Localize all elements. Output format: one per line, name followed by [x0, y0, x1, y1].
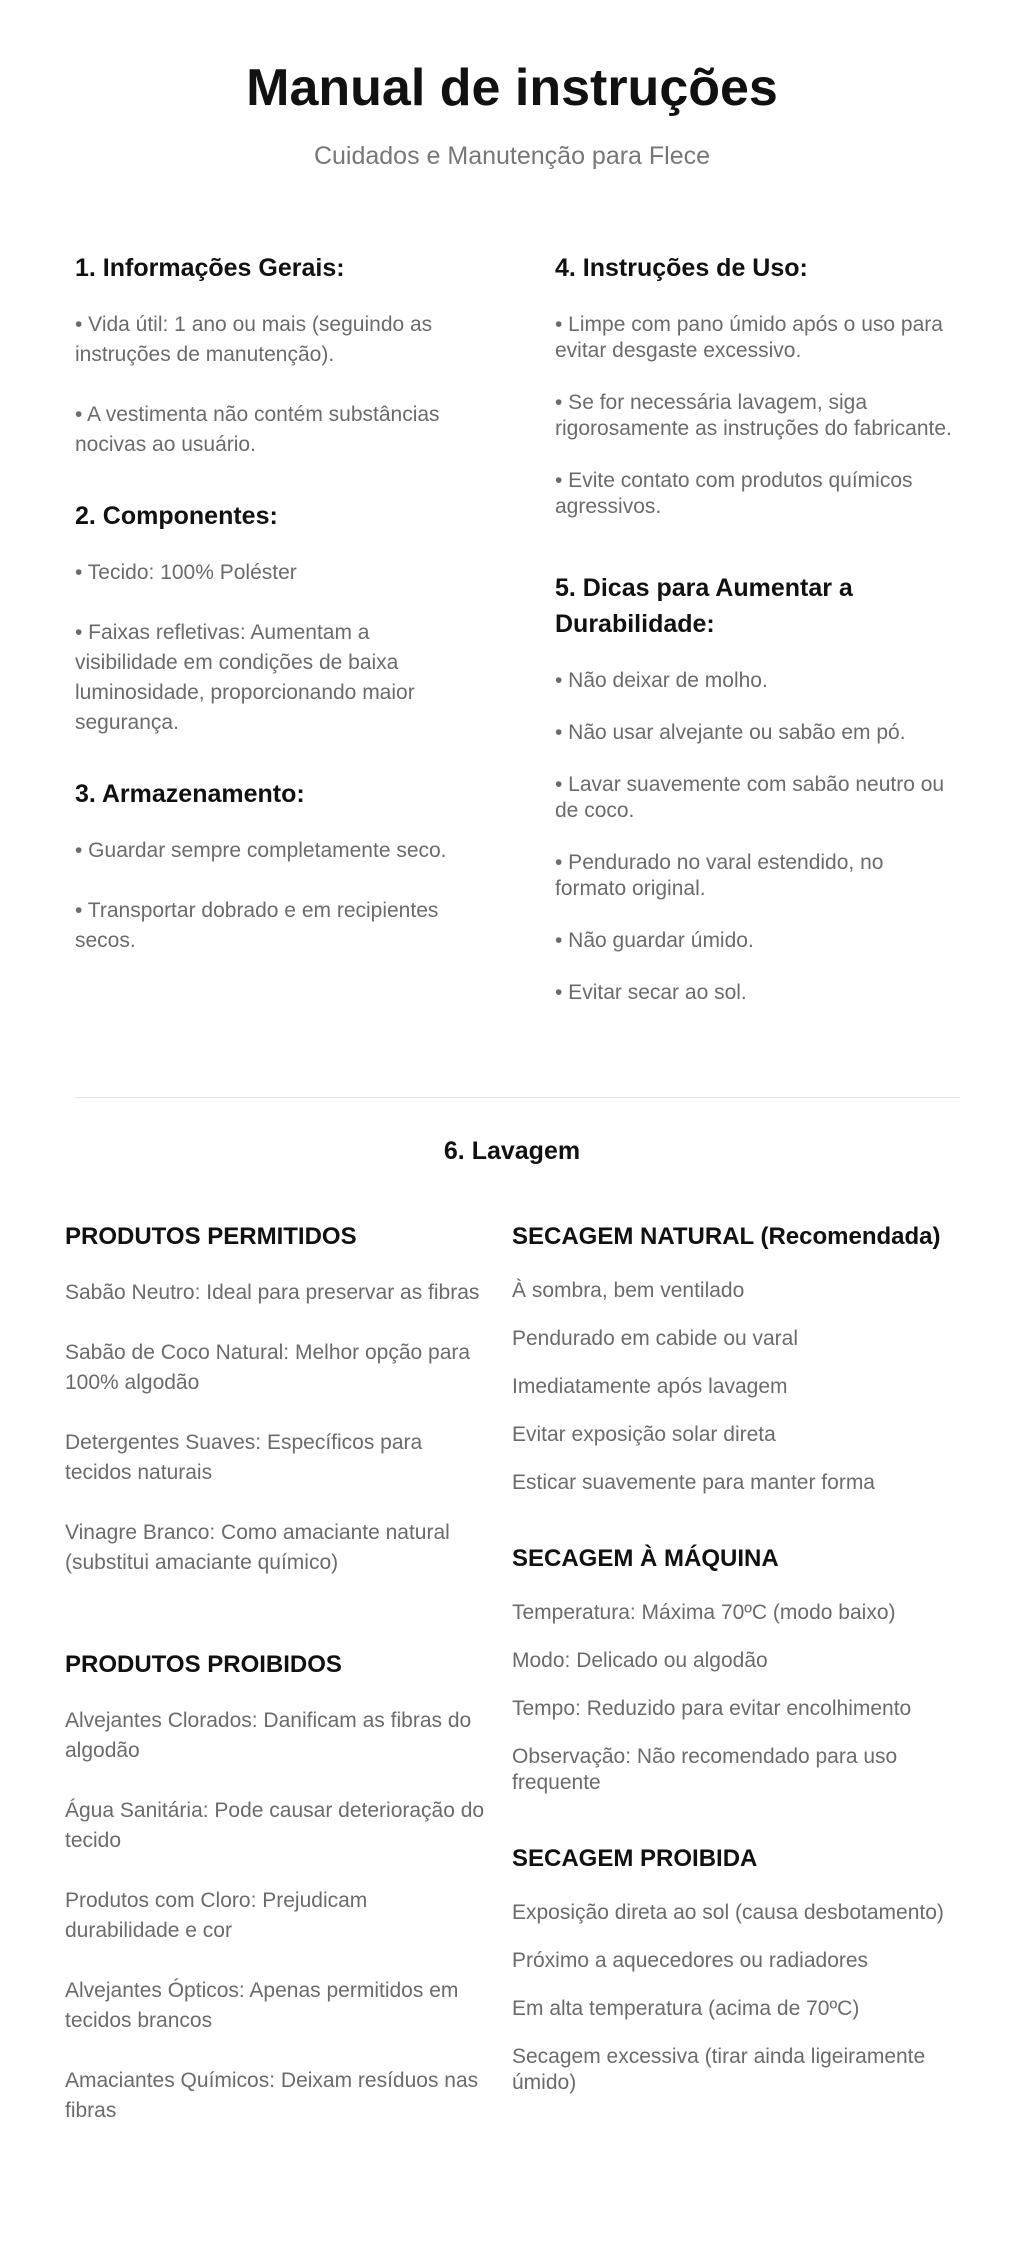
washing-right-column — [512, 1220, 972, 2118]
list-item: • Tecido: 100% Poléster — [75, 561, 297, 584]
right-column — [555, 250, 955, 1056]
list-item: À sombra, bem ventilado — [512, 1279, 745, 1302]
list-item: Alvejantes Ópticos: Apenas permitidos em tecidos brancos — [65, 1979, 459, 2032]
list-item: Tempo: Reduzido para evitar encolhimento — [512, 1697, 912, 1720]
forbidden-drying-heading: SECAGEM PROIBIDA — [512, 1845, 758, 1872]
list-item: Detergentes Suaves: Específicos para tecidos naturais — [65, 1431, 423, 1484]
left-column — [75, 250, 475, 994]
list-item: Imediatamente após lavagem — [512, 1375, 788, 1398]
forbidden-products-heading: PRODUTOS PROIBIDOS — [65, 1651, 342, 1678]
list-item: • Evitar secar ao sol. — [555, 981, 747, 1004]
list-item: • Não usar alvejante ou sabão em pó. — [555, 721, 906, 744]
section-title: 4. Instruções de Uso: — [555, 254, 808, 282]
section-general-info — [75, 250, 475, 460]
section-components — [75, 498, 475, 738]
list-item: Alvejantes Clorados: Danificam as fibras do algodão — [65, 1709, 472, 1762]
machine-drying — [512, 1542, 972, 1796]
list-item: • Vida útil: 1 ano ou mais (seguindo as instruções de manutenção). — [75, 313, 433, 366]
list-item: Exposição direta ao sol (causa desbotamento) — [512, 1901, 944, 1924]
list-item: Modo: Delicado ou algodão — [512, 1649, 768, 1672]
section-usage — [555, 250, 955, 520]
list-item: Produtos com Cloro: Prejudicam durabilidade e cor — [65, 1889, 368, 1942]
section-title: 1. Informações Gerais: — [75, 254, 345, 282]
list-item: • Se for necessária lavagem, siga rigorosamente as instruções do fabricante. — [555, 391, 952, 440]
list-item: Água Sanitária: Pode causar deterioração do tecido — [65, 1799, 485, 1852]
washing-title: 6. Lavagem — [443, 1137, 581, 1165]
list-item: • Guardar sempre completamente seco. — [75, 839, 447, 862]
machine-drying-heading: SECAGEM À MÁQUINA — [512, 1545, 779, 1572]
list-item: Esticar suavemente para manter forma — [512, 1471, 875, 1494]
list-item: • Limpe com pano úmido após o uso para evitar desgaste excessivo. — [555, 313, 943, 362]
list-item: • Faixas refletivas: Aumentam a visibilidade em condições de baixa luminosidade, proporcionando maior segurança. — [75, 621, 415, 734]
section-durability-tips — [555, 570, 955, 1006]
natural-drying-heading: SECAGEM NATURAL (Recomendada) — [512, 1223, 941, 1250]
list-item: • A vestimenta não contém substâncias nocivas ao usuário. — [75, 403, 440, 456]
page-subtitle: Cuidados e Manutenção para Flece — [313, 142, 711, 170]
list-item: • Pendurado no varal estendido, no formato original. — [555, 851, 884, 900]
forbidden-drying — [512, 1842, 972, 2096]
list-item: • Evite contato com produtos químicos agressivos. — [555, 469, 913, 518]
section-divider — [75, 1097, 960, 1098]
section-title: 3. Armazenamento: — [75, 780, 305, 808]
list-item: Temperatura: Máxima 70ºC (modo baixo) — [512, 1601, 896, 1624]
list-item: Vinagre Branco: Como amaciante natural (substitui amaciante químico) — [65, 1521, 450, 1574]
list-item: • Transportar dobrado e em recipientes secos. — [75, 899, 439, 952]
list-item: Observação: Não recomendado para uso frequente — [512, 1745, 898, 1794]
washing-left-column — [65, 1220, 485, 2156]
forbidden-products — [65, 1648, 485, 2126]
list-item: Sabão Neutro: Ideal para preservar as fibras — [65, 1281, 480, 1304]
list-item: • Não guardar úmido. — [555, 929, 754, 952]
list-item: Em alta temperatura (acima de 70ºC) — [512, 1997, 860, 2020]
page-title: Manual de instruções — [246, 59, 778, 117]
list-item: Sabão de Coco Natural: Melhor opção para 100% algodão — [65, 1341, 471, 1394]
natural-drying — [512, 1220, 972, 1496]
list-item: Secagem excessiva (tirar ainda ligeiramente úmido) — [512, 2045, 926, 2094]
allowed-products-heading: PRODUTOS PERMITIDOS — [65, 1223, 357, 1250]
allowed-products — [65, 1220, 485, 1578]
list-item: Pendurado em cabide ou varal — [512, 1327, 799, 1350]
section-storage — [75, 776, 475, 956]
list-item: • Lavar suavemente com sabão neutro ou de coco. — [555, 773, 945, 822]
section-title: 5. Dicas para Aumentar a Durabilidade: — [555, 574, 853, 638]
section-title: 2. Componentes: — [75, 502, 278, 530]
list-item: • Não deixar de molho. — [555, 669, 768, 692]
list-item: Amaciantes Químicos: Deixam resíduos nas fibras — [65, 2069, 479, 2122]
list-item: Próximo a aquecedores ou radiadores — [512, 1949, 869, 1972]
list-item: Evitar exposição solar direta — [512, 1423, 776, 1446]
